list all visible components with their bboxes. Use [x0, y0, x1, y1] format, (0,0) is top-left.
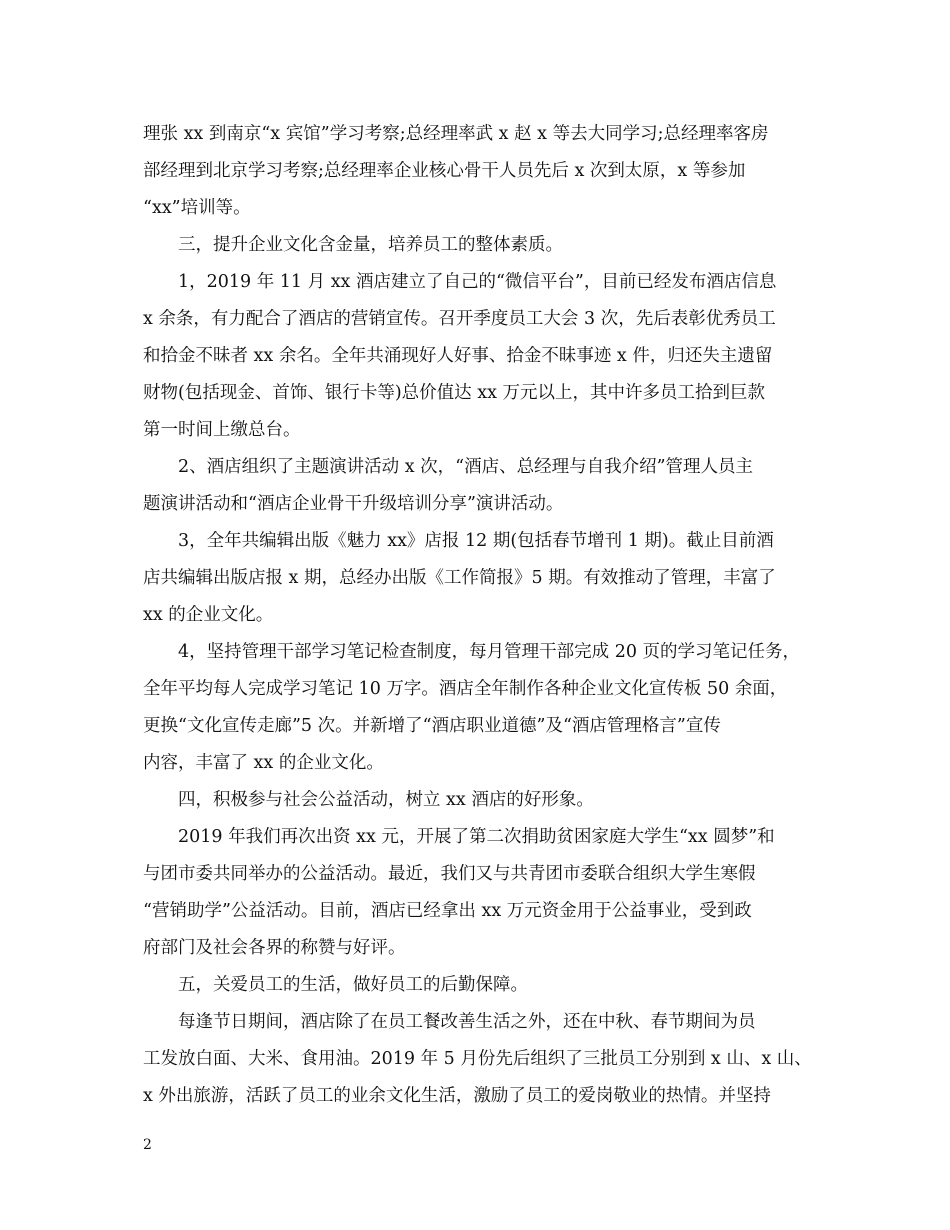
page-number: 2: [143, 1137, 152, 1153]
text-line: 1，2019 年 11 月 xx 酒店建立了自己的“微信平台”，目前已经发布酒店信息: [178, 272, 777, 292]
text-line: 工发放白面、大米、食用油。2019 年 5 月份先后组织了三批员工分别到 x 山、x 山、: [143, 1049, 812, 1069]
text-line: 4，坚持管理干部学习笔记检查制度，每月管理干部完成 20 页的学习笔记任务，: [178, 642, 801, 662]
text-line: 第一时间上缴总台。: [143, 420, 301, 440]
text-line: 财物(包括现金、首饰、银行卡等)总价值达 xx 万元以上，其中许多员工拾到巨款: [143, 383, 766, 403]
section-heading: 五，关爱员工的生活，做好员工的后勤保障。: [178, 975, 528, 995]
text-line: 题演讲活动和“酒店企业骨干升级培训分享”演讲活动。: [143, 494, 564, 514]
text-line: 与团市委共同举办的公益活动。最近，我们又与共青团市委联合组织大学生寒假: [143, 864, 756, 884]
section-heading: 四，积极参与社会公益活动，树立 xx 酒店的好形象。: [178, 790, 594, 810]
text-line: 府部门及社会各界的称赞与好评。: [143, 938, 406, 958]
text-line: 店共编辑出版店报 x 期，总经办出版《工作简报》5 期。有效推动了管理，丰富了: [143, 568, 776, 588]
text-line: x 外出旅游，活跃了员工的业余文化生活，激励了员工的爱岗敬业的热情。并坚持: [143, 1086, 771, 1106]
text-line: 2、酒店组织了主题演讲活动 x 次，“酒店、总经理与自我介绍”管理人员主: [178, 457, 754, 477]
text-line: “营销助学”公益活动。目前，酒店已经拿出 xx 万元资金用于公益事业，受到政: [143, 901, 752, 921]
text-line: 和拾金不昧者 xx 余名。全年共涌现好人好事、拾金不昧事迹 x 件，归还失主遗留: [143, 346, 773, 366]
text-line: “xx”培训等。: [143, 198, 251, 218]
section-heading: 三，提升企业文化含金量，培养员工的整体素质。: [178, 235, 563, 255]
text-line: 部经理到北京学习考察;总经理率企业核心骨干人员先后 x 次到太原，x 等参加: [143, 161, 746, 181]
text-line: 理张 xx 到南京“x 宾馆”学习考察;总经理率武 x 赵 x 等去大同学习;总经理率客房: [143, 124, 769, 144]
text-line: 全年平均每人完成学习笔记 10 万字。酒店全年制作各种企业文化宣传板 50 余面，: [143, 679, 788, 699]
text-line: 3，全年共编辑出版《魅力 xx》店报 12 期(包括春节增刊 1 期)。截止目前酒: [178, 531, 774, 551]
text-line: 每逢节日期间，酒店除了在员工餐改善生活之外，还在中秋、春节期间为员: [178, 1012, 756, 1032]
document-body: [143, 116, 823, 1115]
text-line: 2019 年我们再次出资 xx 元，开展了第二次捐助贫困家庭大学生“xx 圆梦”和: [178, 827, 775, 847]
text-line: 更换“文化宣传走廊”5 次。并新增了“酒店职业道德”及“酒店管理格言”宣传: [143, 716, 721, 736]
text-line: 内容，丰富了 xx 的企业文化。: [143, 753, 384, 773]
text-line: x 余条，有力配合了酒店的营销宣传。召开季度员工大会 3 次，先后表彰优秀员工: [143, 309, 776, 329]
text-line: xx 的企业文化。: [143, 605, 274, 625]
